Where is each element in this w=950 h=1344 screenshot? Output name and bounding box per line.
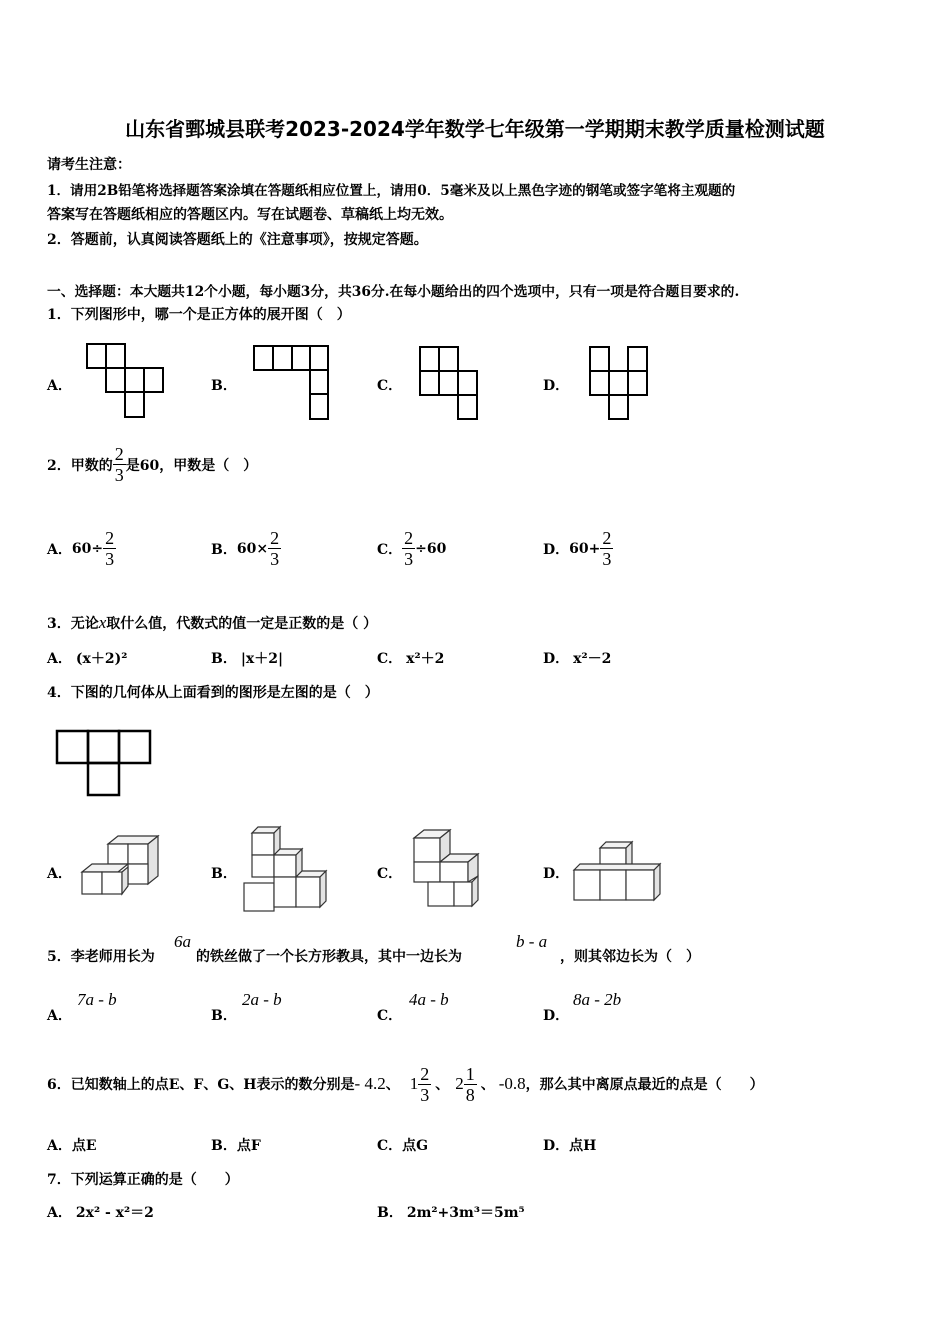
- q6-mixed-1-frac: [418, 1064, 431, 1105]
- q2-option-a-fraction: [103, 528, 116, 569]
- q1-option-d-label[interactable]: D．: [543, 378, 570, 394]
- q4-option-c-label[interactable]: C．: [377, 866, 403, 882]
- q5-option-c-label[interactable]: C．: [377, 1008, 403, 1024]
- q5-mid: 的铁丝做了一个长方形教具，其中一边长为: [196, 949, 462, 965]
- q2-option-d[interactable]: [543, 528, 613, 569]
- q6-mixed-2-whole: 2: [455, 1074, 464, 1093]
- q6-option-d[interactable]: [543, 1135, 596, 1155]
- q2-d-num: 2: [602, 528, 612, 548]
- q6-option-a-text: 点E: [71, 1138, 97, 1154]
- q6-option-b[interactable]: [211, 1135, 261, 1155]
- q6-m2-num: 1: [465, 1063, 475, 1084]
- q2-suffix: 是60，甲数是（ ）: [125, 457, 258, 474]
- q6-sep-1: 、: [385, 1077, 400, 1093]
- q1-option-a-label[interactable]: A．: [47, 378, 72, 394]
- q2-d-den: 3: [602, 549, 612, 569]
- q2-option-a-pre: 60÷: [71, 540, 104, 557]
- section-heading: 一、选择题：本大题共12个小题，每小题3分，共36分.在每小题给出的四个选项中，只有一项是符合题目要求的.: [47, 284, 740, 300]
- q3-option-d[interactable]: [543, 648, 611, 668]
- q2-c-den: 3: [404, 549, 414, 569]
- q3-option-b-label: B．: [211, 651, 237, 667]
- q5-math-6a: 6a: [174, 932, 191, 951]
- q3-option-b[interactable]: [211, 648, 283, 668]
- q6-option-d-label: D．: [543, 1138, 570, 1154]
- q4-option-a-label[interactable]: A．: [47, 866, 72, 882]
- q2-a-den: 3: [105, 549, 115, 569]
- q3-pre: 3．无论: [47, 616, 99, 632]
- q3-option-b-text: |x＋2|: [240, 651, 284, 667]
- q6-m1-num: 2: [420, 1063, 430, 1084]
- q3-option-a-label: A．: [47, 651, 72, 667]
- q2-option-a[interactable]: [47, 528, 116, 569]
- page-title: 山东省鄄城县联考2023-2024学年数学七年级第一学期期末教学质量检测试题: [125, 117, 825, 141]
- q6-option-a-label: A．: [47, 1138, 72, 1154]
- q2-a-num: 2: [105, 528, 115, 548]
- q4-solid-b: [240, 825, 330, 913]
- q1-net-d: [589, 346, 649, 420]
- q2-option-b-label: B．: [211, 541, 237, 558]
- q6-option-b-text: 点F: [236, 1138, 261, 1154]
- question-7-text: 7．下列运算正确的是（ ）: [47, 1172, 239, 1188]
- q6-post: ，那么其中离原点最近的点是（ ）: [525, 1077, 764, 1093]
- q6-option-c-label: C．: [377, 1138, 403, 1154]
- q3-option-c[interactable]: [377, 648, 444, 668]
- q2-option-b-pre: 60×: [236, 540, 269, 557]
- q3-option-a-text: (x＋2)²: [75, 651, 128, 667]
- q2-option-d-label: D．: [543, 541, 570, 558]
- q3-var: x: [98, 613, 107, 632]
- q4-option-d-label[interactable]: D．: [543, 866, 570, 882]
- q7-option-b-text: 2m²+3m³＝5m⁵: [406, 1205, 525, 1221]
- q2-c-num: 2: [404, 528, 414, 548]
- q5-option-a-label[interactable]: A．: [47, 1008, 72, 1024]
- q6-option-d-text: 点H: [569, 1138, 597, 1154]
- question-6-text: [47, 1060, 764, 1108]
- q2-b-den: 3: [270, 549, 280, 569]
- q1-net-a: [86, 343, 166, 419]
- question-3-text: [47, 613, 377, 633]
- q2-prefix: 2．甲数的: [47, 457, 113, 474]
- q6-mixed-1-whole: 1: [409, 1074, 419, 1093]
- q6-sep-3: 、: [480, 1077, 495, 1093]
- q3-option-a[interactable]: [47, 648, 127, 668]
- q1-option-b-label[interactable]: B．: [211, 378, 237, 394]
- q4-top-view: [56, 730, 152, 798]
- q5-option-d-expr: 8a - 2b: [573, 990, 622, 1009]
- q7-option-a-label: A．: [47, 1205, 72, 1221]
- q5-pre: 5．李老师用长为: [47, 949, 155, 965]
- notice-heading: 请考生注意：: [47, 157, 131, 173]
- q7-option-a-text: 2x² - x²＝2: [75, 1205, 154, 1221]
- q2-option-b[interactable]: [211, 528, 281, 569]
- q3-option-c-text: x²＋2: [406, 651, 445, 667]
- notice-line-1a: 1．请用2B铅笔将选择题答案涂填在答题纸相应位置上，请用0．5毫米及以上黑色字迹的钢笔或签字笔将主观题的: [47, 183, 736, 199]
- q1-net-c: [419, 346, 479, 420]
- q5-post: ，则其邻边长为（ ）: [560, 949, 700, 965]
- q2-option-d-fraction: [600, 528, 613, 569]
- q1-option-c-label[interactable]: C．: [377, 378, 403, 394]
- q2-frac-num: 2: [114, 444, 124, 464]
- q5-math-b-minus-a: b - a: [516, 932, 548, 951]
- q6-option-a[interactable]: [47, 1135, 97, 1155]
- q3-option-d-label: D．: [543, 651, 570, 667]
- q6-m2-den: 8: [465, 1084, 475, 1105]
- q2-frac-den: 3: [114, 465, 124, 485]
- q2-option-c-post: ÷60: [415, 540, 447, 557]
- q4-solid-c: [410, 828, 482, 910]
- q2-option-c-fraction: [402, 528, 415, 569]
- q6-m1-den: 3: [420, 1084, 430, 1105]
- q6-pre: 6．已知数轴上的点E、F、G、H表示的数分别是: [47, 1077, 355, 1093]
- q7-option-b-label: B．: [377, 1205, 403, 1221]
- notice-line-2: 2．答题前，认真阅读答题纸上的《注意事项》，按规定答题。: [47, 232, 428, 248]
- notice-line-1b: 答案写在答题纸相应的答题区内。写在试题卷、草稿纸上均无效。: [47, 207, 453, 223]
- q6-option-c[interactable]: [377, 1135, 428, 1155]
- q6-value-e: - 4.2: [354, 1074, 386, 1093]
- q5-option-b-label[interactable]: B．: [211, 1008, 237, 1024]
- q5-option-d-label[interactable]: D．: [543, 1008, 570, 1024]
- q5-option-c-expr: 4a - b: [409, 990, 449, 1009]
- q4-option-b-label[interactable]: B．: [211, 866, 237, 882]
- question-1-text: 1．下列图形中，哪一个是正方体的展开图（ ）: [47, 307, 351, 323]
- q2-option-c[interactable]: [377, 528, 446, 569]
- q3-option-c-label: C．: [377, 651, 403, 667]
- q2-option-c-label: C．: [377, 541, 403, 558]
- q6-value-h: -0.8: [498, 1074, 526, 1093]
- q6-mixed-2-frac: [464, 1064, 477, 1105]
- question-2-text: [47, 444, 257, 485]
- q2-option-d-pre: 60+: [569, 540, 601, 557]
- q2-fraction: [113, 444, 126, 485]
- q2-option-a-label: A．: [47, 541, 72, 558]
- q6-option-b-label: B．: [211, 1138, 237, 1154]
- q5-option-a-expr: 7a - b: [77, 990, 117, 1009]
- q3-post: 取什么值，代数式的值一定是正数的是（ ）: [106, 616, 378, 632]
- q5-option-b-expr: 2a - b: [242, 990, 282, 1009]
- q2-option-b-fraction: [268, 528, 281, 569]
- q4-solid-a: [80, 834, 164, 902]
- question-4-text: 4．下图的几何体从上面看到的图形是左图的是（ ）: [47, 685, 379, 701]
- q7-option-a[interactable]: [47, 1202, 154, 1222]
- q6-sep-2: 、: [435, 1077, 450, 1093]
- q7-option-b[interactable]: [377, 1202, 525, 1222]
- q1-net-b: [253, 345, 331, 421]
- q6-option-c-text: 点G: [402, 1138, 429, 1154]
- q2-b-num: 2: [270, 528, 280, 548]
- q3-option-d-text: x²－2: [573, 651, 612, 667]
- q4-solid-d: [572, 840, 664, 904]
